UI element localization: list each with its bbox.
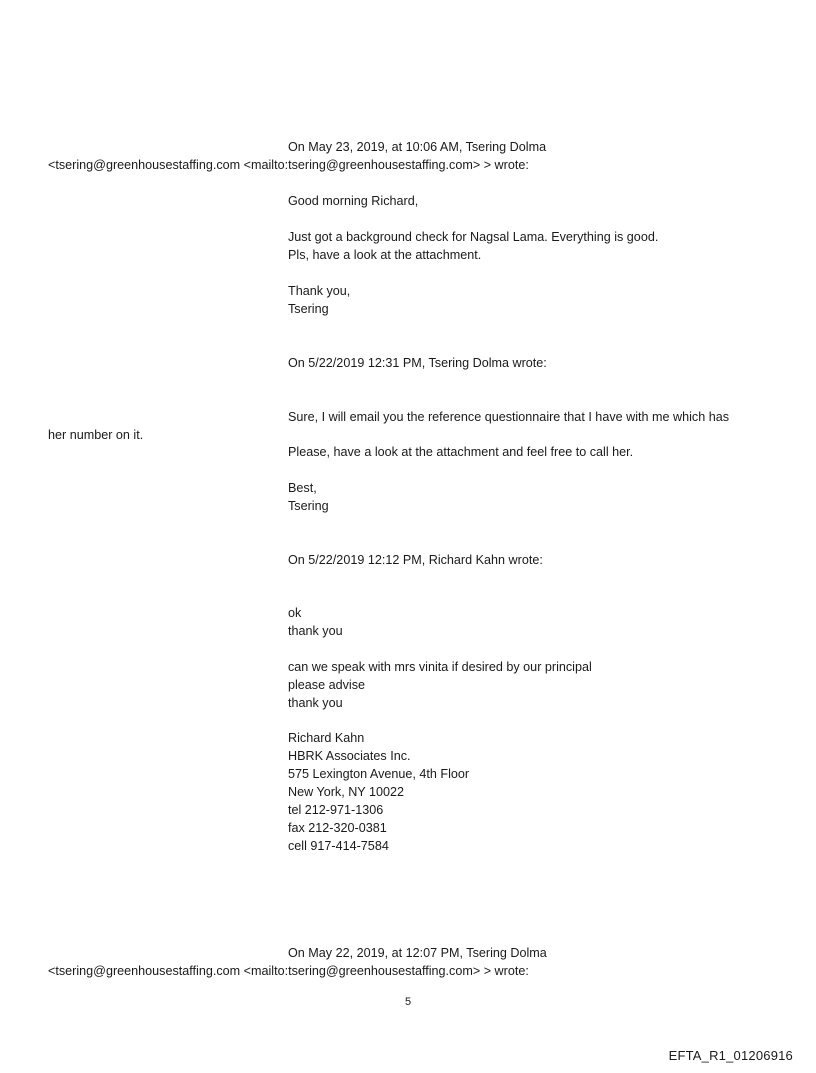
reply-header: On 5/22/2019 12:31 PM, Tsering Dolma wrote: [288,356,547,370]
signature-tel: tel 212-971-1306 [288,803,384,817]
body-line: Please, have a look at the attachment and feel free to call her. [288,445,634,459]
signature-fax: fax 212-320-0381 [288,821,387,835]
sign-off: Thank you, [288,284,351,298]
page-number: 5 [404,996,412,1008]
body-line: Pls, have a look at the attachment. [288,248,482,262]
body-line: thank you [288,696,343,710]
body-line: thank you [288,624,343,638]
reply-header-line-1: On May 22, 2019, at 12:07 PM, Tsering Dolma [288,946,547,960]
signature-city: New York, NY 10022 [288,785,404,799]
document-id: EFTA_R1_01206916 [668,1048,793,1063]
body-line: Just got a background check for Nagsal Lama. Everything is good. [288,230,659,244]
greeting: Good morning Richard, [288,194,419,208]
body-line: Sure, I will email you the reference questionnaire that I have with me which has [288,410,730,424]
body-line: please advise [288,678,366,692]
signature-name: Tsering [288,302,329,316]
signature-name: Tsering [288,499,329,513]
body-line: ok [288,606,302,620]
reply-header-line-2: <tsering@greenhousestaffing.com <mailto:tsering@greenhousestaffing.com> > wrote: [48,964,529,978]
signature-name: Richard Kahn [288,731,365,745]
signature-address: 575 Lexington Avenue, 4th Floor [288,767,470,781]
reply-header: On 5/22/2019 12:12 PM, Richard Kahn wrote: [288,553,543,567]
signature-cell: cell 917-414-7584 [288,839,389,853]
reply-header-line-2: <tsering@greenhousestaffing.com <mailto:tsering@greenhousestaffing.com> > wrote: [48,158,529,172]
signature-company: HBRK Associates Inc. [288,749,411,763]
reply-header-line-1: On May 23, 2019, at 10:06 AM, Tsering Dolma [288,140,547,154]
sign-off: Best, [288,481,317,495]
body-line-wrap: her number on it. [48,428,144,442]
body-line: can we speak with mrs vinita if desired by our principal [288,660,592,674]
